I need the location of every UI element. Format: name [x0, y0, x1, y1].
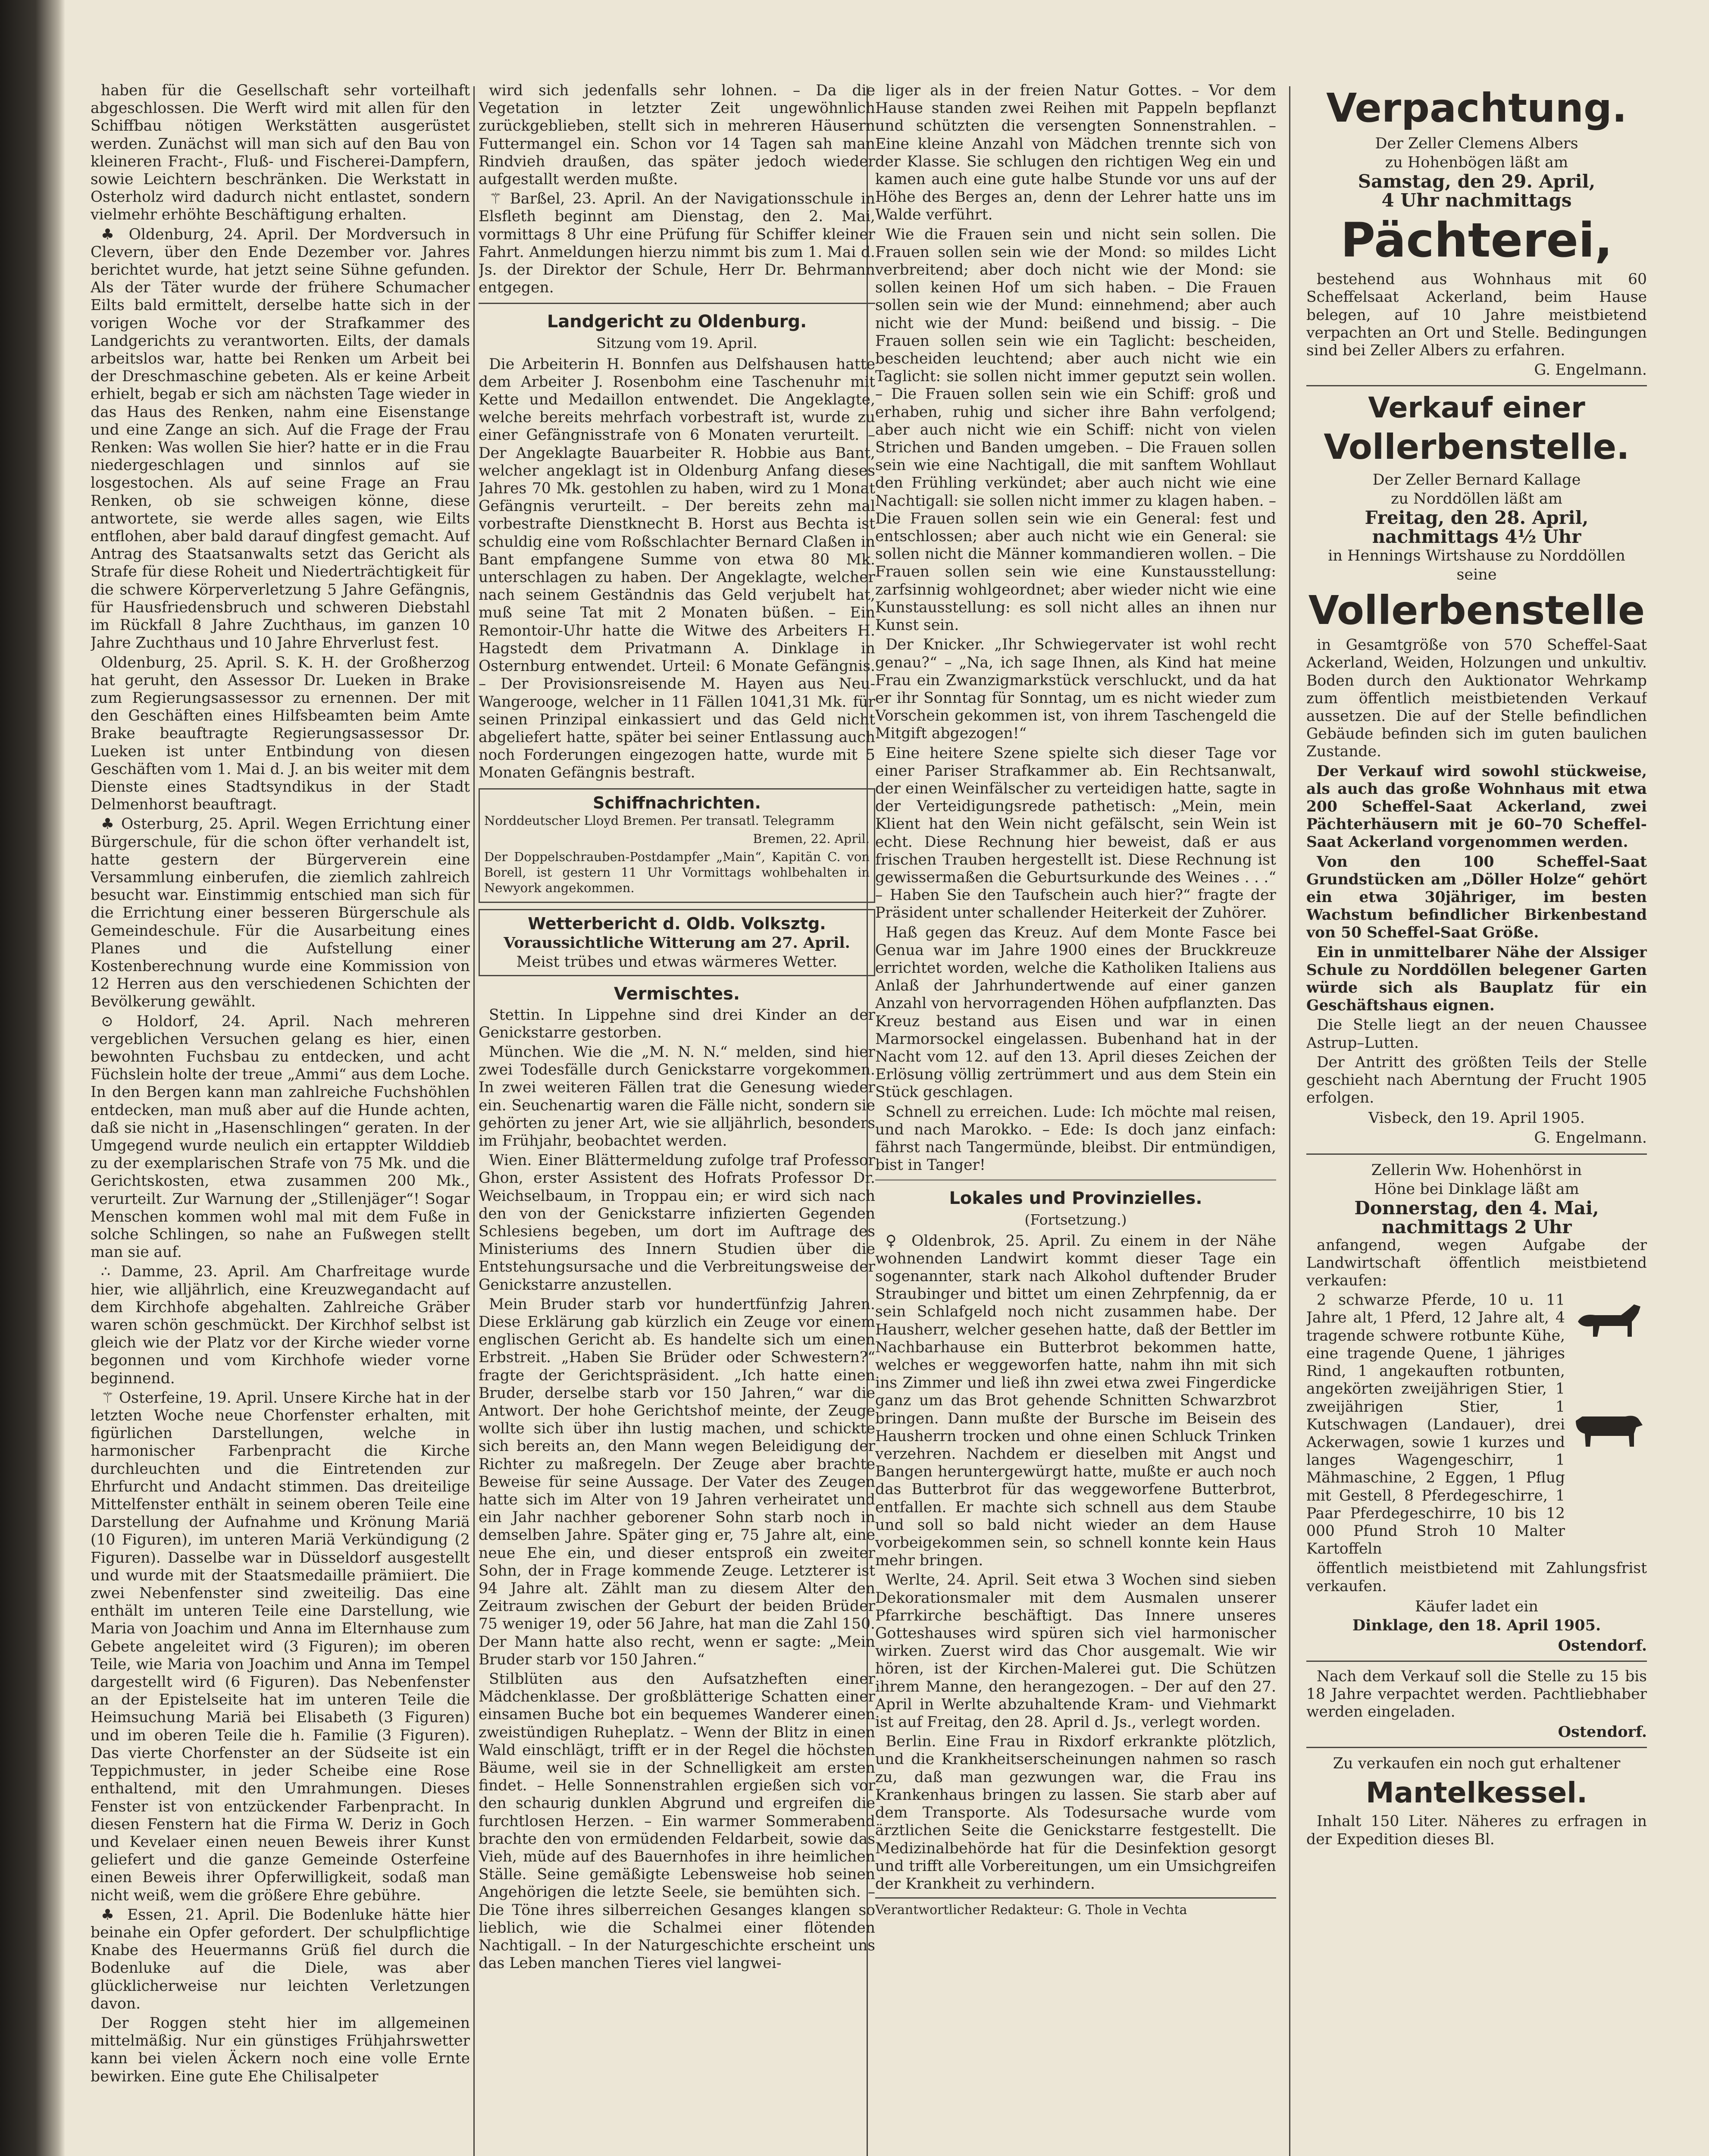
- ad-big-word: Vollerbenstelle: [1308, 587, 1645, 633]
- ad-body: Der Verkauf wird sowohl stückweise, als auch das große Wohnhaus mit etwa 200 Scheffel-Saat Ackerland, zwei Pächterhäusern mit je 60–70 Scheffel-Saat Ackerland vorgenommen werden.: [1306, 762, 1647, 851]
- article-paragraph: Der Knicker. „Ihr Schwiegervater ist wohl recht genau?“ – „Na, ich sage Ihnen, als Kind hat meine Frau ein Zwanzigmarkstück verschluckt, und da hat er ihr Sonntag für Sonntag, um es nicht wieder zum Vorschein gekommen ist, von ihrem Taschengeld die Mitgift abgezogen!“: [875, 636, 1276, 743]
- misc-paragraph: Mein Bruder starb vor hundertfünfzig Jahren. Diese Erklärung gab kürzlich ein Zeuge vor einem englischen Gericht ab. Es handelte sich um einen Erbstreit. „Haben Sie Brüder oder Schwestern?“ fragte der Gerichtspräsident. „Ich hatte einen Bruder, derselbe starb vor 150 Jahren,“ war die Antwort. Der hohe Gerichtshof meinte, der Zeuge wollte sich über ihn lustig machen, und schickte sich bereits an, den Mann wegen Beleidigung der Richter zu maßregeln. Der Zeuge aber brachte Beweise für seine Aussage. Der Vater des Zeugen hatte sich im Alter von 19 Jahren verheiratet und ein Jahr nachher geborener Sohn starb noch in demselben Jahre. Später ging er, 75 Jahre alt, eine neue Ehe ein, und dieser entsproß ein zweiter Sohn, der in Frage kommende Zeuge. Letzterer ist 94 Jahre alt. Zählt man zu diesem Alter den Zeitraum zwischen der Geburt der beiden Brüder 75 weniger 19, oder 56 Jahre, hat man die Zahl 150. Der Mann hatte also recht, wenn er sagte: „Mein Bruder starb vor 150 Jahren.“: [479, 1295, 875, 1668]
- ad-body: Inhalt 150 Liter. Näheres zu erfragen in der Expedition dieses Bl.: [1306, 1813, 1647, 1848]
- ship-news-heading: Schiffnachrichten.: [593, 793, 761, 812]
- ad-body: Nach dem Verkauf soll die Stelle zu 15 bis 18 Jahre verpachtet werden. Pachtliebhaber werden eingeladen.: [1306, 1667, 1647, 1721]
- ad-items: [1306, 1291, 1647, 1558]
- cow-icon: [1569, 1404, 1647, 1455]
- article-paragraph: Haß gegen das Kreuz. Auf dem Monte Fasce bei Genua war im Jahre 1900 eines der Bruckkreuze errichtet worden, welche die Katholiken Italiens aus Anlaß der Jahrhundertwende auf einer ganzen Anzahl von hervorragenden Höhen aufpflanzten. Das Kreuz bestand aus Eisen und war in einen Marmorsockel eingelassen. Bubenhand hat in der Nacht vom 12. auf den 13. April dieses Zeichen der Erlösung völlig zertrümmert und aus dem Stein ein Stück geschlagen.: [875, 924, 1276, 1101]
- ad-body: öffentlich meistbietend mit Zahlungsfrist verkaufen.: [1306, 1560, 1647, 1595]
- court-heading: Landgericht zu Oldenburg.: [547, 312, 807, 332]
- ad-verkauf: [1306, 392, 1647, 1147]
- ad-title: Verkauf einer: [1368, 391, 1585, 425]
- court-report: Die Arbeiterin H. Bonnfen aus Delfshausen hatte dem Arbeiter J. Rosenbohm eine Taschenuhr mit Kette und Medaillon entwendet. Die Angeklagte, welche bereits mehrfach vorbestraft ist, wurde zu einer Gefängnisstrafe von 6 Monaten verurteilt. – Der Angeklagte Bauarbeiter R. Hobbie aus Bant, welcher angeklagt ist in Oldenburg Anfang dieses Jahres 70 Mk. gestohlen zu haben, wird zu 1 Monat Gefängnis verurteilt. – Der bereits zehn mal vorbestrafte Dienstknecht B. Horst aus Bechta ist schuldig eine vom Roßschlachter Bernard Claßen in Bant empfangene Summe von etwa 80 Mk. unterschlagen zu haben. Der Angeklagte, welcher nach seinem Geständnis das Geld verjubelt hat, muß seine Tat mit 2 Monaten büßen. – Ein Remontoir-Uhr hatte die Witwe des Arbeiters H. Hagstedt dem Privatmann A. Dinklage in Osternburg entwendet. Urteil: 6 Monate Gefängnis. – Der Provisionsreisende M. Hayen aus Neu-Wangerooge, welcher in 11 Fällen 1041,31 Mk. für seinen Prinzipal einkassiert und das Geld nicht abgeliefert hatte, später bei seiner Entlassung auch noch Forderungen eingezogen hatte, wurde mit 5 Monaten Gefängnis bestraft.: [479, 355, 875, 782]
- ad-line: Käufer ladet ein: [1415, 1598, 1538, 1615]
- ad-items-text: 2 schwarze Pferde, 10 u. 11 Jahre alt, 1 Pferd, 12 Jahre alt, 4 tragende schwere rotbunte Kühe, eine tragende Quene, 1 jähriges Rind, 1 angekauften rotbunten, angekörten zweijährigen Stier, 1 zweijährigen Stier, 1 Kutschwagen (Landauer), drei Ackerwagen, sowie 1 kurzes und langes Wagengeschirr, 1 Mähmaschine, 2 Eggen, 1 Pflug mit Gestell, 8 Pferdegeschirre, 1 Paar Pferdegeschirre, 10 bis 12 000 Pfund Stroh 10 Malter Kartoffeln: [1306, 1291, 1565, 1558]
- local-paragraph: ♀ Oldenbrok, 25. April. Zu einem in der Nähe wohnenden Landwirt kommt dieser Tage ein sogenannter, stark nach Alkohol duftender Bruder Straubinger und bittet um einen Zehrpfennig, da er sein Schlafgeld noch nicht zusammen habe. Der Hausherr, welcher gesehen hatte, daß der Bettler im Nachbarhause ein Butterbrot bekommen hatte, welches er weggeworfen hatte, nahm ihn mit sich ins Zimmer und ließ ihn zwei etwa zwei Fingerdicke ganz um das Brot gehende Schnitten Schwarzbrot bringen. Dann mußte der Bursche im Beisein des Hausherrn trocken und ohne einen Schluck Trinken verzehren. Nachdem er dieselben mit Angst und Bangen heruntergewürgt hatte, mußte er auch noch das Butterbrot für das weggeworfene Butterbrot, entfallen. Er machte sich schnell aus dem Staube und soll so bald nicht wieder an dem Hause vorbeigekommen sein, so schnell konnte kein Haus mehr bringen.: [875, 1232, 1276, 1570]
- column-rule: [473, 86, 475, 2156]
- ad-date-line: Dinklage, den 18. April 1905.: [1352, 1616, 1601, 1634]
- column-1: [91, 82, 470, 2156]
- ad-title: Verpachtung.: [1326, 85, 1627, 131]
- ad-title: Vollerbenstelle.: [1324, 427, 1630, 467]
- column-rule: [1289, 86, 1290, 2156]
- ad-divider: [1306, 385, 1647, 386]
- horse-icon: [1569, 1296, 1647, 1348]
- article-paragraph: Wie die Frauen sein und nicht sein sollen. Die Frauen sollen sein wie der Mond: so mildes Licht verbreitend; aber doch nicht wie der Mond: sie sollen keinen Hof um sich haben. – Die Frauen sollen sein wie der Mund: einnehmend; aber auch nicht wie der Mund: beißend und bissig. – Die Frauen sollen sein wie ein Taglicht: bescheiden, bescheiden leuchtend; aber auch nicht wie ein Taglicht: sie sollen nicht immer geputzt sein wollen. – Die Frauen sollen sein wie ein Schiff: groß und erhaben, ruhig und sicher ihre Bahn verfolgend; aber auch nicht wie ein Schiff: nicht von vielen Strichen und Banden umgeben. – Die Frauen sollen sein wie eine Nachtigall, die mit sanftem Wohllaut den Frühling verkündet; aber auch nicht wie eine Nachtigall: sie sollen nicht immer zu klagen haben. – Die Frauen sollen sein wie ein General: fest und entschlossen; aber auch nicht wie ein General: sie sollen nicht die Männer kommandieren wollen. – Die Frauen sollen sein wie eine Kunstausstellung: zarfsinnig wohlgeordnet; aber wieder nicht wie eine Kunstausstellung: es soll nicht alles an ihnen nur Kunst sein.: [875, 226, 1276, 634]
- ad-date: Samstag, den 29. April,: [1358, 171, 1596, 192]
- article-paragraph: ⚚ Osterfeine, 19. April. Unsere Kirche hat in der letzten Woche neue Chorfenster erhalten, mit figürlichen Darstellungen, welche in harmonischer Farbenpracht die Kirche durchleuchten und die Eintretenden zur Ehrfurcht und Andacht stimmen. Das dreiteilige Mittelfenster enthält in seinem oberen Teile eine Darstellung der Aufnahme und Krönung Mariä (10 Figuren), im unteren Mariä Verkündigung (2 Figuren). Dasselbe war in Düsseldorf ausgestellt und wurde mit der Staatsmedaille prämiiert. Die zwei Nebenfenster sind zweiteilig. Das eine enthält im unteren Teile eine Darstellung, wie Maria von Joachim und Anna im Elternhause zum Gebete angeleitet wird (3 Figuren); im oberen Teile, wie Maria von Joachim und Anna im Tempel dargestellt wird (6 Figuren). Das Nebenfenster an der Epistelseite hat im unteren Teile die Heimsuchung Mariä bei Elisabeth (3 Figuren) und im oberen Teile die h. Familie (3 Figuren). Das vierte Chorfenster an der Südseite ist ein Teppichmuster, in jeder Scheibe eine Rose enthaltend, mit den Umrahmungen. Dieses Fenster ist von entzückender Farbenpracht. In diesen Fenstern hat die Firma W. Deriz in Goch und Kevelaer einen neuen Beweis ihrer Kunst geliefert und die ganze Gemeinde Osterfeine einen Beweis ihrer Opferwilligkeit, sodaß man nicht weiß, wem die größere Ehre gebühre.: [91, 1389, 470, 1904]
- ship-news-sub: Norddeutscher Lloyd Bremen. Per transatl. Telegramm: [484, 813, 835, 828]
- ad-line: Höne bei Dinklage läßt am: [1374, 1180, 1579, 1198]
- article-paragraph: Der Roggen steht hier im allgemeinen mittelmäßig. Nur ein günstiges Frühjahrswetter kann bei vielen Äckern noch eine volle Ernte bewirken. Eine gute Ehe Chilisalpeter: [91, 2014, 470, 2085]
- article-paragraph: Schnell zu erreichen. Lude: Ich möchte mal reisen, und nach Marokko. – Ede: Is doch janz einfach: fährst nach Tangermünde, bleibst. Dir entmündigen, bist in Tanger!: [875, 1103, 1276, 1174]
- ad-line: Zellerin Ww. Hohenhörst in: [1371, 1161, 1582, 1179]
- ad-date: Freitag, den 28. April,: [1365, 507, 1589, 528]
- column-ads: [1306, 82, 1647, 2156]
- ad-body: bestehend aus Wohnhaus mit 60 Scheffelsaat Ackerland, beim Hause belegen, auf 10 Jahre meistbietend verpachten an Ort und Stelle. Bedingungen sind bei Zeller Albers zu erfahren.: [1306, 271, 1647, 359]
- weather-box: [479, 909, 875, 976]
- article-paragraph: ⚚ Barßel, 23. April. An der Navigationsschule in Elsfleth beginnt am Dienstag, den 2. Mai, vormittags 8 Uhr eine Prüfung für Schiffer kleiner Fahrt. Anmeldungen hierzu nimmt bis zum 1. Mai d. Js. der Direktor der Schule, Herr Dr. Behrmann entgegen.: [479, 190, 875, 297]
- ad-signature: Ostendorf.: [1558, 1723, 1647, 1741]
- ad-signature: G. Engelmann.: [1534, 1129, 1647, 1147]
- misc-paragraph: Stettin. In Lippehne sind drei Kinder an der Genickstarre gestorben.: [479, 1006, 875, 1041]
- article-paragraph: Oldenburg, 25. April. S. K. H. der Großherzog hat geruht, den Assessor Dr. Lueken in Brake zum Regierungsassessor zu ernennen. Der mit den Geschäften eines Hilfsbeamten beim Amte Brake beauftragte Regierungsassessor Dr. Lueken ist unter Entbindung von diesen Geschäften vom 1. Mai d. J. an bis weiter mit dem Dienste eines Stadtsyndikus in der Stadt Delmenhorst beauftragt.: [91, 654, 470, 814]
- misc-heading: Vermischtes.: [613, 984, 740, 1004]
- ad-signature: Ostendorf.: [1558, 1636, 1647, 1655]
- ad-body: Der Antritt des größten Teils der Stelle geschieht nach Aberntung der Frucht 1905 erfolgen.: [1306, 1053, 1647, 1107]
- ship-news-text: Der Doppelschrauben-Postdampfer „Main“, Kapitän C. von Borell, ist gestern 11 Uhr Vormittags wohlbehalten in Newyork angekommen.: [484, 849, 870, 895]
- ad-date-line: Visbeck, den 19. April 1905.: [1368, 1109, 1585, 1127]
- article-paragraph: ♣ Osterburg, 25. April. Wegen Errichtung einer Bürgerschule, für die schon öfter verhandelt ist, hatte gestern der Bürgerverein eine Versammlung einberufen, die ziemlich zahlreich besucht war. Einstimmig entschied man sich für die Errichtung einer besseren Bürgerschule als Gemeindeschule. Für die Ausarbeitung eines Planes und die Aufstellung einer Kostenberechnung wurde eine Kommission von 12 Herren aus den verschiedenen Schichten der Bevölkerung gewählt.: [91, 815, 470, 1011]
- ad-kessel: [1306, 1754, 1647, 1849]
- ad-line: zu Hohenbögen läßt am: [1385, 154, 1568, 172]
- local-heading: Lokales und Provinzielles.: [949, 1188, 1202, 1209]
- ad-date: Donnerstag, den 4. Mai,: [1354, 1197, 1599, 1219]
- article-paragraph: Eine heitere Szene spielte sich dieser Tage vor einer Pariser Strafkammer ab. Ein Rechtsanwalt, der einen Weinfälscher zu verteidigen hatte, sagte in der Verteidigungsrede pathetisch: „Mein, mein Klient hat den Wein nicht gefälscht, sein Wein ist echt. Diese Rechnung hier beweist, daß er aus frischen Trauben hergestellt ist. Diese Rechnung ist gewissermaßen die Geburtsurkunde des Weines . . .“ – Haben Sie den Taufschein auch hier?“ fragte der Präsident unter schallender Heiterkeit der Zuhörer.: [875, 744, 1276, 922]
- ad-divider: [1306, 1153, 1647, 1155]
- ad-time: 4 Uhr nachmittags: [1381, 190, 1572, 211]
- ad-time: nachmittags 4½ Uhr: [1372, 526, 1581, 547]
- ad-body: in Gesamtgröße von 570 Scheffel-Saat Ackerland, Weiden, Holzungen und unkultiv. Boden durch den Auktionator Wehrkamp zum öffentlich meistbietenden Verkauf aussetzen. Die auf der Stelle befindlichen Gebäude befinden sich im guten baulichen Zustande.: [1306, 636, 1647, 761]
- column-2: [479, 82, 875, 2156]
- ad-big-word: Mantelkessel.: [1365, 1776, 1588, 1809]
- section-divider: [479, 303, 875, 304]
- misc-paragraph: München. Wie die „M. N. N.“ melden, sind hier zwei Todesfälle durch Genickstarre vorgekommen. In zwei weiteren Fällen trat die Genesung wieder ein. Seuchenartig waren die Fälle nicht, sondern sie gehörten zu jener Art, wie sie alljährlich, besonders im Frühjahr, beobachtet werden.: [479, 1043, 875, 1150]
- article-paragraph: wird sich jedenfalls sehr lohnen. – Da die Vegetation in letzter Zeit ungewöhnlich zurückgeblieben, stellt sich in mehreren Häusern Futtermangel ein. Schon vor 14 Tagen sah man Rindvieh draußen, das später jedoch wieder aufgestallt werden mußte.: [479, 82, 875, 188]
- article-paragraph: ♣ Essen, 21. April. Die Bodenluke hätte hier beinahe ein Opfer gefordert. Der schulpflichtige Knabe des Heuermanns Grüß fiel durch die Bodenluke auf die Diele, was aber glücklicherweise nur leichten Verletzungen davon.: [91, 1906, 470, 2012]
- ad-body: Die Stelle liegt an der neuen Chaussee Astrup–Lutten.: [1306, 1016, 1647, 1052]
- local-paragraph: Berlin. Eine Frau in Rixdorf erkrankte plötzlich, und die Krankheitserscheinungen nahmen so rasch zu, daß man gezwungen war, die Frau ins Krankenhaus bringen zu lassen. Sie starb aber auf dem Transporte. Als Todesursache wurde vom ärztlichen Seite die Genickstarre festgestellt. Die Medizinalbehörde hat für die Desinfektion gesorgt und trifft alle Vorbereitungen, um ein Umsichgreifen der Krankheit zu verhindern.: [875, 1733, 1276, 1893]
- misc-paragraph: Wien. Einer Blättermeldung zufolge traf Professor Ghon, erster Assistent des Hofrats Professor Dr. Weichselbaum, in Troppau ein; er wird sich nach den von der Genickstarre infizierten Gegenden Schlesiens begeben, um dort im Auftrage des Ministeriums des Innern Studien über die Entstehungsursache und die Verbreitungsweise der Genickstarre anzustellen.: [479, 1152, 875, 1294]
- ship-news-place: Bremen, 22. April.: [753, 831, 870, 846]
- weather-line: Voraussichtliche Witterung am 27. April.: [504, 934, 850, 952]
- article-paragraph: ∴ Damme, 23. April. Am Charfreitage wurde hier, wie alljährlich, eine Kreuzwegandacht auf dem Kirchhofe abgehalten. Zahlreiche Gräber waren schön geschmückt. Der Kirchhof selbst ist gleich wie der Platz vor der Kirche wieder vorne begonnen und vom Kirchhofe wieder vorne beginnend.: [91, 1263, 470, 1387]
- ad-divider: [1306, 1747, 1647, 1748]
- article-paragraph: ⊙ Holdorf, 24. April. Nach mehreren vergeblichen Versuchen gelang es hier, einen bewohnten Fuchsbau zu entdecken, und acht Füchslein holte der treue „Ammi“ aus dem Loche. In den Bergen kann man zahlreiche Fuchshöhlen entdecken, man muß aber auf die Hunde achten, daß sie nicht in „Hasenschlingen“ geraten. In der Umgegend wurde neulich ein ertappter Wilddieb zu der exemplarischen Strafe von 75 Mk. und die Gerichtskosten, etwa zusammen 200 Mk., verurteilt. Zur Warnung der „Stillenjäger“! Sogar Menschen kommen wohl mal mit dem Fuße in solche Schlingen, so nahe an Fußwegen stellt man sie auf.: [91, 1012, 470, 1261]
- article-paragraph: liger als in der freien Natur Gottes. – Vor dem Hause standen zwei Reihen mit Pappeln bepflanzt und schützten die versengten Sonnenstrahlen. – Eine kleine Anzahl von Mädchen trennte sich von der Klasse. Sie schlugen den richtigen Weg ein und kamen auch eine gute halbe Stunde vor uns auf der Höhe des Berges an, denn der Lehrer hatte uns im Walde verführt.: [875, 82, 1276, 224]
- ad-big-word: Pächterei,: [1340, 213, 1613, 268]
- ad-line: Der Zeller Bernard Kallage: [1372, 471, 1581, 489]
- ad-body: Von den 100 Scheffel-Saat Grundstücken am „Döller Holze“ gehört ein etwa 30jähriger, im besten Wachstum befindlicher Birkenbestand von 50 Scheffel-Saat Größe.: [1306, 853, 1647, 942]
- page-gutter: [0, 0, 65, 2156]
- weather-text: Meist trübes und etwas wärmeres Wetter.: [516, 953, 838, 971]
- section-divider: [875, 1179, 1276, 1181]
- misc-paragraph: Stilblüten aus den Aufsatzheften einer Mädchenklasse. Der großblätterige Schatten einer einsamen Buche bot ein bequemes Wanderer einen zweistündigen Ruheplatz. – Wenn der Blitz in einen Wald einschlägt, trifft er in der Regel die höchsten Bäume, weil sie in der Schnelligkeit am ersten findet. – Helle Sonnenstrahlen ergießen sich vor den schaurig dunklen Abgrund und ergreifen die furchtlosen Herzen. – Ein warmer Sommerabend brachte den von ermüdenden Feldarbeit, sowie das Vieh, müde auf des Bauernhofes in ihre heimlichen Ställe. Seine gemäßigte Lebensweise hob seinen Angehörigen die letzte Seele, sie bemühten sich. – Die Töne ihres silberreichen Gesanges klangen so lieblich, wie die Schalmei einer flötenden Nachtigall. – In der Naturgeschichte erscheint uns das Leben manchen Tieres viel langwei-: [479, 1670, 875, 1972]
- ad-line: in Hennings Wirtshause zu Norddöllen seine: [1328, 547, 1625, 583]
- ad-time: nachmittags 2 Uhr: [1381, 1216, 1572, 1238]
- ad-divider: [1306, 1661, 1647, 1662]
- column-3: [875, 82, 1276, 2156]
- ad-body: anfangend, wegen Aufgabe der Landwirtschaft öffentlich meistbietend verkaufen:: [1306, 1236, 1647, 1290]
- ship-news-box: [479, 788, 875, 903]
- ad-signature: G. Engelmann.: [1534, 361, 1647, 379]
- ad-auction: [1306, 1161, 1647, 1741]
- ad-line: Der Zeller Clemens Albers: [1375, 135, 1578, 153]
- weather-heading: Wetterbericht d. Oldb. Volksztg.: [528, 914, 826, 933]
- local-paragraph: Werlte, 24. April. Seit etwa 3 Wochen sind sieben Dekorationsmaler mit dem Ausmalen unserer Pfarrkirche beschäftigt. Das Innere unseres Gotteshauses wird spüren sich viel harmonischer wirken. Zuerst wird das Chor ausgemalt. Wie wir hören, ist der Kirchen-Malerei gut. Die Schützen ihrem Manne, den herangezogen. – Der auf den 27. April in Werlte abzuhaltende Kram- und Viehmarkt ist auf Freitag, den 28. April d. Js., verlegt worden.: [875, 1571, 1276, 1731]
- article-paragraph: haben für die Gesellschaft sehr vorteilhaft abgeschlossen. Die Werft wird mit allen für den Schiffbau nötigen Werkstätten ausgerüstet werden. Zunächst will man sich auf den Bau von kleineren Fracht-, Fluß- und Fischerei-Dampfern, sowie Leichtern beschränken. Die Werkstatt in Osterholz wird dadurch nicht entlastet, sondern vielmehr erhöhte Beschäftigung erhalten.: [91, 82, 470, 224]
- court-session: Sitzung vom 19. April.: [596, 335, 757, 352]
- ad-line: Zu verkaufen ein noch gut erhaltener: [1333, 1755, 1621, 1772]
- article-paragraph: ♣ Oldenburg, 24. April. Der Mordversuch in Clevern, über den Ende Dezember vor. Jahres berichtet wurde, hat jetzt seine Sühne gefunden. Als der Täter wurde der frühere Schumacher Eilts bald ermittelt, derselbe hatte sich in der vorigen Woche vor der Strafkammer des Landgerichts zu verantworten. Eilts, der damals arbeitslos war, hatte bei Renken um Arbeit bei der Dreschmaschine gebeten. Als er keine Arbeit erhielt, begab er sich am nächsten Tage wieder in das Haus des Renken, nahm eine Eisenstange und eine Zange an sich. Auf die Frage der Frau Renken: Was wollen Sie hier? hatte er in die Frau niedergeschlagen und sinnlos auf sie losgestochen. Als auf seine Frage an Frau Renken, ob sie schweigen könne, diese antwortete, sie werde alles sagen, wie Eilts entflohen, aber bald darauf dingfest gemacht. Auf Antrag des Staatsanwalts setzt das Gericht als Strafe für diese Roheit und Niederträchtigkeit für die schwere Körperverletzung 5 Jahre Gefängnis, für Hausfriedensbruch und schweren Diebstahl im Rückfall 8 Jahre Zuchthaus, im ganzen 10 Jahre Zuchthaus und 10 Jahre Ehrverlust fest.: [91, 226, 470, 652]
- editor-footer: Verantwortlicher Redakteur: G. Thole in Vechta: [875, 1897, 1276, 1919]
- ad-body: Ein in unmittelbarer Nähe der Alssiger Schule zu Norddöllen belegener Garten würde sich als Bauplatz für ein Geschäftshaus eignen.: [1306, 943, 1647, 1015]
- local-sub: (Fortsetzung.): [1024, 1211, 1127, 1228]
- ad-line: zu Norddöllen läßt am: [1391, 490, 1562, 508]
- ad-verpachtung: [1306, 86, 1647, 379]
